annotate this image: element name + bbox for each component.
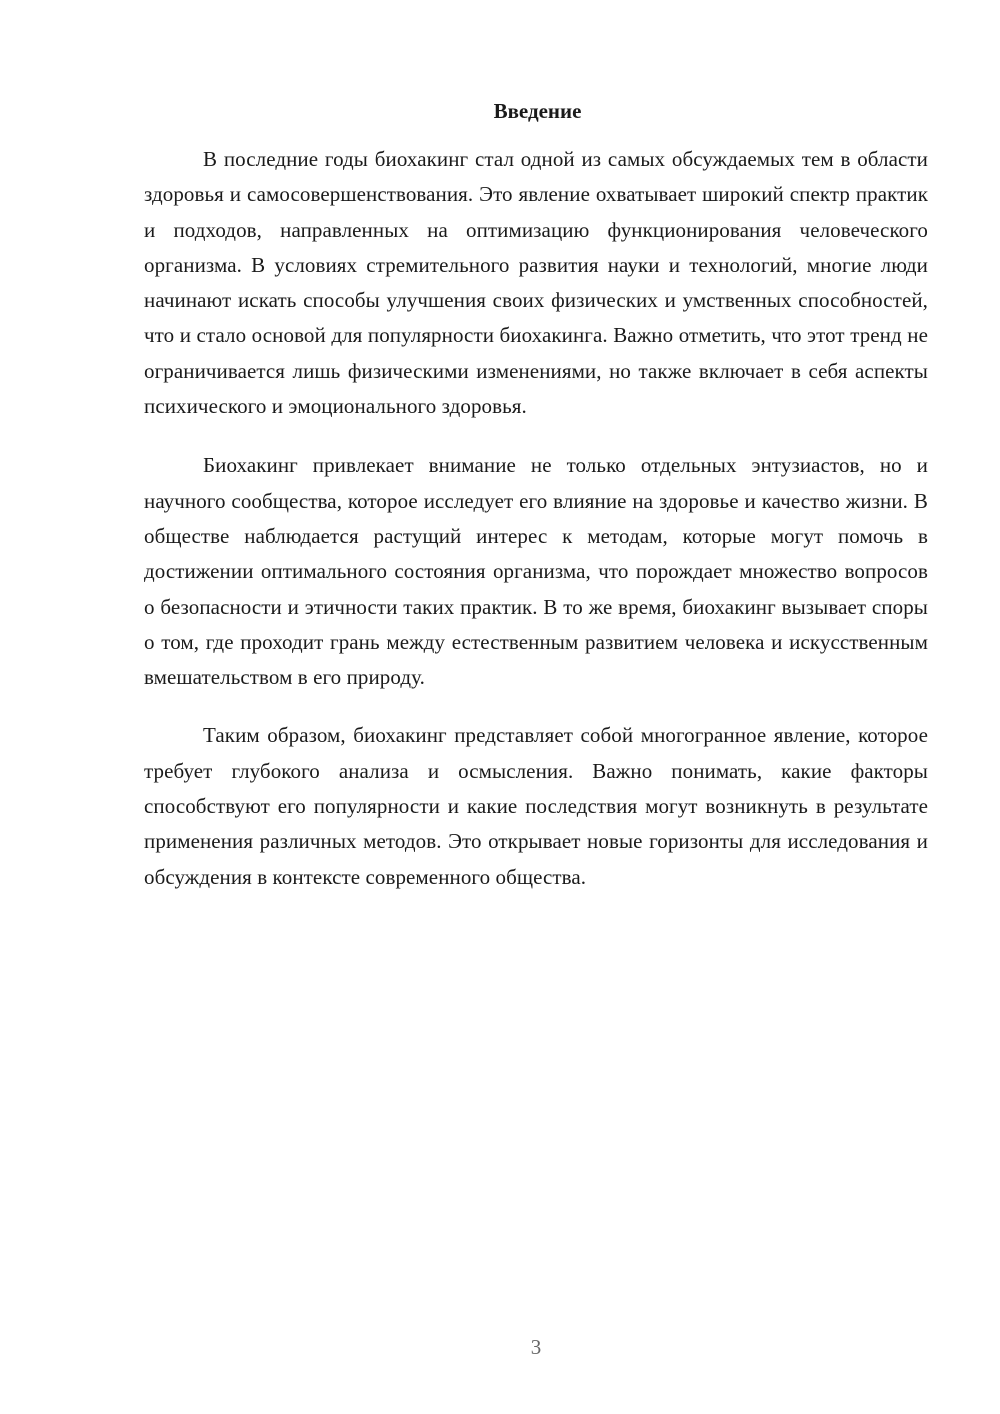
- page-number: 3: [530, 1335, 542, 1359]
- section-heading: Введение: [493, 99, 582, 123]
- paragraph-2: Биохакинг привлекает внимание не только отдельных энтузиастов, но и научного сообщества, которое исследует его влияние на здоровье и качество жизни. В обществе наблюдается растущий интерес к методам, которые могут помочь в достижении оптимального состояния организма, что порождает множество вопросов о безопасности и этичности таких практик. В то же время, биохакинг вызывает споры о том, где проходит грань между естественным развитием человека и искусственным вмешательством в его природу.: [144, 453, 928, 690]
- paragraph-3: Таким образом, биохакинг представляет собой многогранное явление, которое требует глубокого анализа и осмысления. Важно понимать, какие факторы способствуют его популярности и какие последствия могут возникнуть в результате применения различных методов. Это открывает новые горизонты для исследования и обсуждения в контексте современного общества.: [144, 723, 928, 889]
- paragraph-1: В последние годы биохакинг стал одной из самых обсуждаемых тем в области здоровья и самосовершенствования. Это явление охватывает широкий спектр практик и подходов, направленных на оптимизацию функционирования человеческого организма. В условиях стремительного развития науки и технологий, многие люди начинают искать способы улучшения своих физических и умственных способностей, что и стало основой для популярности биохакинга. Важно отметить, что этот тренд не ограничивается лишь физическими изменениями, но также включает в себя аспекты психического и эмоционального здоровья.: [144, 147, 928, 419]
- document-body: [144, 94, 928, 895]
